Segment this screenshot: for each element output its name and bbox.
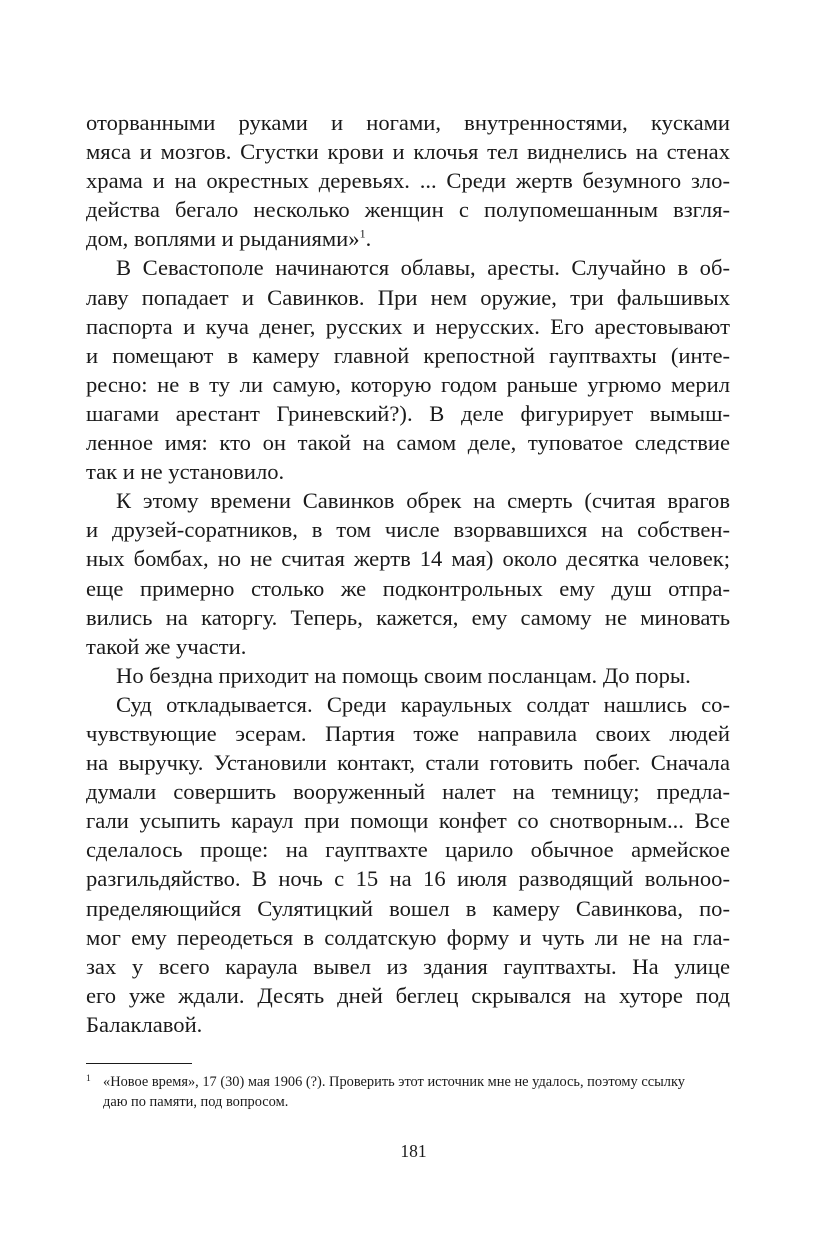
text-line: так и не установило.: [86, 459, 285, 485]
text-line: ресно: не в ту ли самую, которую годом раньше угрюмо мерил: [86, 371, 730, 397]
footnote-line: «Новое время», 17 (30) мая 1906 (?). Проверить этот источник мне не удалось, поэтому ссылку: [103, 1074, 685, 1090]
text-line: пределяющийся Сулятицкий вошел в камеру Савинкова, по-: [86, 895, 730, 921]
text-line-content: дом, воплями и рыданиями»: [86, 226, 360, 252]
footnote-line: даю по памяти, под вопросом.: [103, 1094, 289, 1110]
text-line: и помещают в камеру главной крепостной гауптвахты (инте-: [86, 342, 730, 368]
text-line: оторванными руками и ногами, внутренностями, кусками: [86, 110, 730, 135]
footnote: [86, 1072, 730, 1112]
footnote-reference[interactable]: 1: [359, 226, 366, 241]
text-line: думали совершить вооруженный налет на темницу; предла-: [86, 779, 730, 805]
text-line: и друзей-соратников, в том числе взорвавшихся на собствен-: [86, 517, 730, 543]
footnote-text: [86, 1072, 730, 1112]
text-line: его уже ждали. Десять дней беглец скрывался на хуторе под: [86, 982, 730, 1008]
text-line: [86, 224, 730, 253]
text-line: К этому времени Савинков обрек на смерть (считая врагов: [116, 488, 730, 514]
text-line: Балаклавой.: [86, 1011, 203, 1037]
footnote-number: 1: [86, 1074, 91, 1084]
text-line: действа бегало несколько женщин с полупомешанным взгля-: [86, 197, 730, 223]
text-line: разгильдяйство. В ночь с 15 на 16 июля разводящий вольноо-: [86, 866, 730, 892]
text-line: В Севастополе начинаются облавы, аресты. Случайно в об-: [116, 255, 730, 281]
paragraph-3: [86, 486, 730, 661]
text-line: паспорта и куча денег, русских и нерусских. Его арестовывают: [86, 313, 730, 339]
text-line: храма и на окрестных деревьях. ... Среди жертв безумного зло-: [86, 168, 730, 194]
text-line: шагами арестант Гриневский?). В деле фигурирует вымыш-: [86, 400, 730, 426]
paragraph-2: [86, 253, 730, 486]
text-line: мог ему переодеться в солдатскую форму и чуть ли не на гла-: [86, 924, 730, 950]
text-line: зах у всего караула вывел из здания гауптвахты. На улице: [86, 953, 730, 979]
text-line: вились на каторгу. Теперь, кажется, ему самому не миновать: [86, 604, 730, 630]
paragraph-1: [86, 108, 730, 253]
footnote-divider: [86, 1063, 192, 1064]
text-line: гали усыпить караул при помощи конфет со снотворным... Все: [86, 808, 730, 834]
page-number: 181: [400, 1141, 427, 1161]
text-line-end: .: [365, 226, 372, 252]
text-line: лаву попадает и Савинков. При нем оружие, три фальшивых: [86, 284, 730, 310]
main-text: [86, 108, 730, 1039]
paragraph-5: [86, 690, 730, 1039]
text-line: сделалось проще: на гауптвахте царило обычное армейское: [86, 837, 730, 863]
text-line: Но бездна приходит на помощь своим посланцам. До поры.: [116, 662, 691, 688]
text-line: на выручку. Установили контакт, стали готовить побег. Сначала: [86, 750, 730, 776]
text-line: такой же участи.: [86, 633, 247, 659]
text-line: чувствующие эсерам. Партия тоже направила своих людей: [86, 720, 730, 746]
text-line: Суд откладывается. Среди караульных солдат нашлись со-: [116, 691, 730, 717]
text-line: мяса и мозгов. Сгустки крови и клочья тел виднелись на стенах: [86, 139, 730, 165]
text-line: ленное имя: кто он такой на самом деле, туповатое следствие: [86, 430, 730, 456]
text-line: еще примерно столько же подконтрольных ему душ отпра-: [86, 575, 730, 601]
text-line: ных бомбах, но не считая жертв 14 мая) около десятка человек;: [86, 546, 730, 572]
paragraph-4: [86, 661, 730, 690]
